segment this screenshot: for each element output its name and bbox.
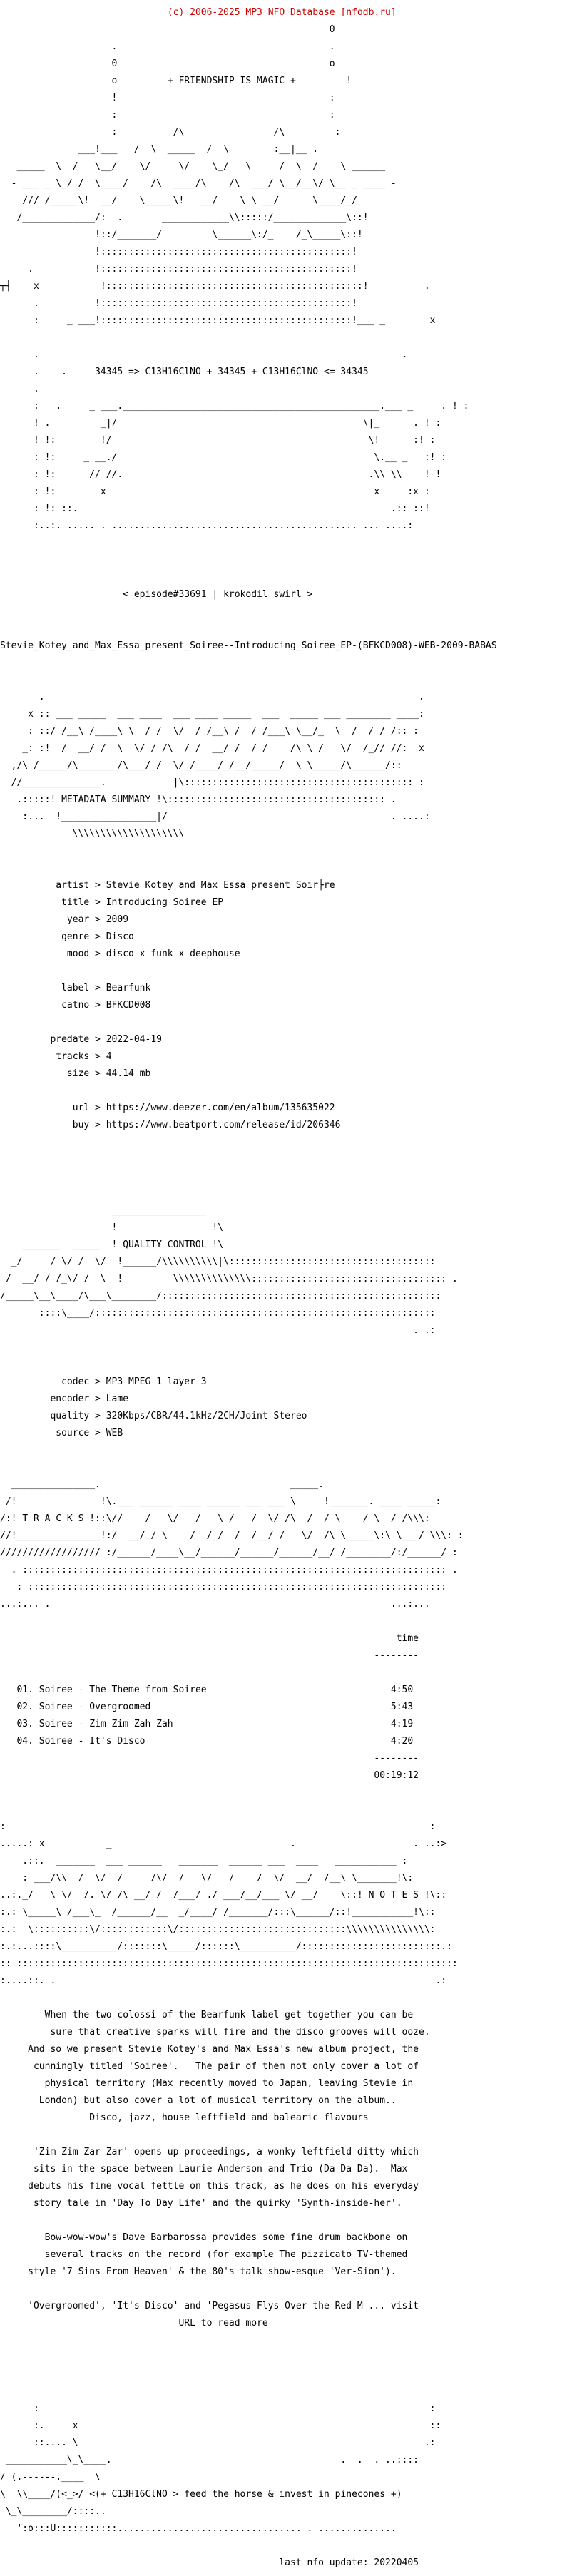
art-line xyxy=(0,2371,582,2379)
art-line xyxy=(0,2285,582,2294)
art-line xyxy=(0,864,582,873)
art-line xyxy=(0,1617,582,1626)
notes-text: When the two colossi of the Bearfunk label get together you can be xyxy=(44,2010,414,2020)
art-line: ::::\____/::::::::::::::::::::::::::::::::::::::::::::::::::::::::::::: xyxy=(0,1308,436,1319)
notes-line xyxy=(0,2114,582,2122)
section-header-quality: _______ _____ ! QUALITY CONTROL !\ xyxy=(0,1240,224,1250)
genre-value: Disco xyxy=(106,931,134,942)
notes-line xyxy=(0,2234,582,2242)
notes-line xyxy=(0,2063,582,2071)
notes-line xyxy=(0,2268,582,2276)
art-line xyxy=(0,625,582,633)
notes-line xyxy=(0,2319,582,2328)
art-line: /_____\__\____/\___\________/:::::::::::::::::::::::::::::::::::::::::::::::::: xyxy=(0,1291,441,1302)
meta-row-predate: predate > 2022-04-19 xyxy=(0,1034,162,1045)
art-line: . xyxy=(0,384,39,394)
art-line: :.:...::::\__________/:::::::\_____/::::::\__________/:::::::::::::::::::::::::.: xyxy=(0,1941,452,1952)
meta-row-tracks: tracks > 4 xyxy=(0,1051,112,1062)
notes-text: 'Overgroomed', 'It's Disco' and 'Pegasus Flys Over the Red M ... visit xyxy=(28,2301,419,2311)
art-line: 0 xyxy=(0,24,335,35)
formula-line: . . 34345 => C13H16ClNO + 34345 + C13H16ClNO <= 34345 xyxy=(0,367,369,377)
tracks-total-line xyxy=(0,1772,582,1780)
notes-line xyxy=(0,2165,582,2174)
notes-text: style '7 Sins From Heaven' & the 80's talk show-esque 'Ver-Sion'). xyxy=(28,2266,397,2277)
catno-value: BFKCD008 xyxy=(106,1000,151,1011)
title-value: Introducing Soiree EP xyxy=(106,897,224,908)
art-line xyxy=(0,1087,582,1095)
art-line xyxy=(0,1172,582,1181)
footer-update-line xyxy=(0,2559,582,2567)
notes-line xyxy=(0,2302,582,2311)
art-line xyxy=(0,2542,582,2550)
track-time: 4:50 xyxy=(390,1685,414,1695)
art-line xyxy=(0,1344,582,1352)
label-value: Bearfunk xyxy=(106,983,151,993)
art-line: : _ ___!:::::::::::::::::::::::::::::::::::::::::::::!___ _ x xyxy=(0,315,436,326)
notes-text: sure that creative sparks will fire and the disco grooves will ooze. xyxy=(50,2027,430,2038)
art-line: : ::/ /__\ /____\ \ / / \/ / /__\ / / /___\ \__/_ \ / / / /:: : xyxy=(0,726,419,737)
art-line: !:::::::::::::::::::::::::::::::::::::::::::::! xyxy=(0,247,357,257)
codec-value: MP3 MPEG 1 layer 3 xyxy=(106,1376,207,1387)
art-line: . . xyxy=(0,349,408,360)
art-line: . !:::::::::::::::::::::::::::::::::::::::::::::! xyxy=(0,298,357,309)
notes-line xyxy=(0,2028,582,2037)
meta-row-mood: mood > disco x funk x deephouse xyxy=(0,949,240,959)
footer-motto-line: \ \\____/(<_>/ <(+ C13H16ClNO > feed the horse & invest in pinecones +) xyxy=(0,2489,402,2500)
art-line: : !: ::. .:: ::! xyxy=(0,504,430,514)
track-number: 04. xyxy=(16,1736,34,1747)
time-column-header: time xyxy=(396,1633,419,1644)
art-line: ,/\ /_____/\_______/\___/_/ \/_/____/_/__/_____/ \_\_____/\______/:: xyxy=(0,760,402,771)
notes-text: physical territory (Max recently moved to Japan, leaving Stevie in xyxy=(44,2078,414,2089)
art-line: . . xyxy=(0,692,424,702)
track-number: 02. xyxy=(16,1702,34,1712)
footer-motto: <(+ C13H16ClNO > feed the horse & invest in pinecones +) xyxy=(89,2489,402,2500)
section-title-quality: QUALITY CONTROL xyxy=(123,1240,207,1250)
track-title: Soiree - It's Disco xyxy=(39,1736,146,1747)
art-line: : !: x x :x : xyxy=(0,486,430,497)
meta-row-catno: catno > BFKCD008 xyxy=(0,1000,151,1011)
art-line: : . _ ___.______________________________________________.___ _ . ! : xyxy=(0,401,469,412)
notes-text: Disco, jazz, house leftfield and balearic flavours xyxy=(89,2112,369,2123)
tagline: + FRIENDSHIP IS MAGIC + xyxy=(167,76,296,86)
meta-row-genre: genre > Disco xyxy=(0,931,134,942)
meta-row-artist: artist > Stevie Kotey and Max Essa present Soir├re xyxy=(0,880,335,891)
art-line xyxy=(0,608,582,616)
notes-line xyxy=(0,2097,582,2105)
size-value: 44.14 mb xyxy=(106,1068,151,1079)
notes-text: debuts his fine vocal fettle on this track, as he does on his everyday xyxy=(28,2181,419,2192)
art-line: _____ \ / \__/ \/ \/ \_/ \ / \ / \ ______ xyxy=(0,161,386,172)
artist-value: Stevie Kotey and Max Essa present Soir├re xyxy=(106,880,335,891)
art-line: ':o:::U:::::::::::................................. . .............. xyxy=(0,2523,397,2534)
art-line xyxy=(0,1190,582,1198)
notes-line xyxy=(0,2199,582,2208)
art-line: : /\ /\ : xyxy=(0,127,341,138)
meta-row-url: url > https://www.deezer.com/en/album/135635022 xyxy=(0,1103,335,1113)
art-line: /_____________/: . ____________\\:::::/_____________\::! xyxy=(0,213,369,223)
art-line: ...:... . ...:... xyxy=(0,1599,430,1610)
art-line xyxy=(0,1361,582,1369)
notes-line xyxy=(0,2080,582,2088)
notes-text: 'Zim Zim Zar Zar' opens up proceedings, a wonky leftfield ditty which xyxy=(33,2147,419,2157)
art-line: x :: ___ _____ ___ ____ ___ ____ _____ ___ _____ ___ ________ ____: xyxy=(0,709,424,720)
art-line: :.: \_____\ /___\_ /______/__ _/____/ /_______/:::\______/::!___________!\:: xyxy=(0,1907,436,1918)
section-header-metadata: .:::::! METADATA SUMMARY !\::::::::::::::::::::::::::::::::::::::: . xyxy=(0,794,397,805)
track-row xyxy=(0,1686,582,1695)
track-number: 01. xyxy=(16,1685,34,1695)
tracks-time-header-line xyxy=(0,1635,582,1643)
art-line: : ___/\\ / \/ / /\/ / \/ / / \/ __/ /__\ \_______!\: xyxy=(0,1873,414,1884)
section-title-notes: N O T E S xyxy=(368,1890,419,1901)
quality-row-codec: codec > MP3 MPEG 1 layer 3 xyxy=(0,1376,207,1387)
art-line: .....: x _ . . ..:> xyxy=(0,1839,447,1849)
notes-line xyxy=(0,2251,582,2259)
year-value: 2009 xyxy=(106,914,129,925)
meta-row-label: label > Bearfunk xyxy=(0,983,151,993)
banner-line xyxy=(0,9,582,17)
art-line: ___!___ / \ _____ / \ :__|__ . xyxy=(0,144,319,155)
track-time: 4:19 xyxy=(390,1719,414,1729)
art-line: -------- xyxy=(0,1650,419,1661)
meta-row-size: size > 44.14 mb xyxy=(0,1068,151,1079)
art-line: . :::::::::::::::::::::::::::::::::::::::::::::::::::::::::::::::::::::::::::: . xyxy=(0,1565,458,1575)
art-line xyxy=(0,2353,582,2362)
meta-row-buy: buy > https://www.beatport.com/release/id/206346 xyxy=(0,1120,341,1130)
release-name-line xyxy=(0,642,582,650)
tracks-value: 4 xyxy=(106,1051,112,1062)
art-line: ┬┤ x !::::::::::::::::::::::::::::::::::::::::::::::! . xyxy=(0,281,430,292)
art-line xyxy=(0,1806,582,1814)
art-line: /// /_____\! __/ \_____\! __/ \ \ __/ \____/_/ xyxy=(0,195,357,206)
art-line: ! !: !/ \! :! : xyxy=(0,435,436,446)
art-line xyxy=(0,334,582,342)
quality-value: 320Kbps/CBR/44.1kHz/2CH/Joint Stereo xyxy=(106,1411,307,1421)
meta-row-year: year > 2009 xyxy=(0,914,129,925)
art-line: _________________ xyxy=(0,1205,207,1216)
art-line xyxy=(0,1789,582,1797)
art-line: :... !_________________|/ . ....: xyxy=(0,812,430,822)
track-row xyxy=(0,1720,582,1729)
art-line xyxy=(0,2336,582,2345)
art-line: _/ / \/ / \/ !______/\\\\\\\\\\|\::::::::::::::::::::::::::::::::::::: xyxy=(0,1257,436,1267)
track-number: 03. xyxy=(16,1719,34,1729)
art-line: : : xyxy=(0,2403,436,2414)
art-line: o + FRIENDSHIP IS MAGIC + ! xyxy=(0,76,352,86)
last-update: last nfo update: 20220405 xyxy=(279,2557,419,2568)
track-row xyxy=(0,1737,582,1746)
art-line: :: ::::::::::::::::::::::::::::::::::::::::::::::::::::::::::::::::::::::::::::::: xyxy=(0,1958,458,1969)
beatport-buy-link[interactable]: https://www.beatport.com/release/id/206346 xyxy=(106,1120,341,1130)
art-line: ___________\_\____. . . . ..:::: xyxy=(0,2455,419,2465)
mood-value: disco x funk x deephouse xyxy=(106,949,240,959)
art-line xyxy=(0,556,582,565)
section-header-notes: ..:._/ \ \/ /. \/ /\ __/ / /___/ ./ ___/__/___ \/ __/ \::! N O T E S !\:: xyxy=(0,1890,447,1901)
track-title: Soiree - The Theme from Soiree xyxy=(39,1685,207,1695)
art-line xyxy=(0,847,582,856)
art-line: ! !\ xyxy=(0,1222,224,1233)
art-line: ! . _|/ \|_ . ! : xyxy=(0,418,441,429)
notes-text: story tale in 'Day To Day Life' and the quirky 'Synth-inside-her'. xyxy=(33,2198,402,2209)
notes-line xyxy=(0,2148,582,2157)
art-line xyxy=(0,539,582,548)
art-line: \_\________/::::.. xyxy=(0,2506,106,2517)
art-line: : !: // //. .\\ \\ ! ! xyxy=(0,469,441,480)
nfodb-banner-link[interactable]: (c) 2006-2025 MP3 NFO Database [nfodb.ru] xyxy=(167,7,397,18)
art-line: : : xyxy=(0,1821,436,1832)
art-line: 0 o xyxy=(0,58,335,69)
section-title-tracks: T R A C K S xyxy=(22,1513,84,1524)
art-line: :. x :: xyxy=(0,2421,441,2431)
art-line: : ::::::::::::::::::::::::::::::::::::::::::::::::::::::::::::::::::::::::::: xyxy=(0,1582,452,1593)
notes-line xyxy=(0,2011,582,2020)
art-line: ::.... \ .: xyxy=(0,2438,436,2448)
art-line: -------- xyxy=(0,1753,419,1764)
art-line: :....::. . .: xyxy=(0,1976,447,1986)
art-line: ////////////////// :/______/____\__/______/______/______/__/ /________/:/______/ : xyxy=(0,1548,458,1558)
art-line: :..:. ..... . ............................................ ... ....: xyxy=(0,521,414,531)
art-line xyxy=(0,659,582,668)
notes-text: cunningly titled 'Soiree'. The pair of them not only cover a lot of xyxy=(33,2061,419,2072)
notes-line xyxy=(0,2182,582,2191)
art-line: :.: \::::::::::\/::::::::::::\/::::::::::::::::::::::::::::::\\\\\\\\\\\\\\\: xyxy=(0,1924,436,1935)
notes-text: Bow-wow-wow's Dave Barbarossa provides some fine drum backbone on xyxy=(44,2232,408,2243)
art-line: !::/_______/ \______\:/_ /_\_____\::! xyxy=(0,230,363,240)
art-line: . .: xyxy=(0,1325,436,1336)
art-line xyxy=(0,1669,582,1677)
notes-line xyxy=(0,2045,582,2054)
source-value: WEB xyxy=(106,1428,123,1438)
notes-text: London) but also cover a lot of musical territory on the album.. xyxy=(39,2095,397,2106)
release-name: Stevie_Kotey_and_Max_Essa_present_Soiree--Introducing_Soiree_EP-(BFKCD008)-WEB-2009-BABAS xyxy=(0,640,497,651)
quality-row-quality: quality > 320Kbps/CBR/44.1kHz/2CH/Joint Stereo xyxy=(0,1411,307,1421)
episode-line xyxy=(0,591,582,599)
art-line: \\\\\\\\\\\\\\\\\\\\ xyxy=(0,829,185,839)
art-line xyxy=(0,1994,582,2003)
art-line xyxy=(0,2217,582,2225)
quality-row-source: source > WEB xyxy=(0,1428,123,1438)
art-line xyxy=(0,676,582,685)
deezer-url-link[interactable]: https://www.deezer.com/en/album/135635022 xyxy=(106,1103,335,1113)
art-line: / __/ / /_\/ / \ ! \\\\\\\\\\\\\\::::::::::::::::::::::::::::::::::: . xyxy=(0,1274,458,1284)
art-line xyxy=(0,2131,582,2140)
art-line: - ___ _ \_/ / \____/ /\ ____/\ /\ ___/ \__/__\/ \__ _ ____ - xyxy=(0,178,397,189)
track-time: 4:20 xyxy=(390,1736,414,1747)
notes-text: And so we present Stevie Kotey's and Max Essa's new album project, the xyxy=(28,2044,419,2055)
track-title: Soiree - Zim Zim Zah Zah xyxy=(39,1719,173,1729)
art-line xyxy=(0,1138,582,1147)
art-line: .::. _______ ___ ______ _______ ______ ___ ____ ___________ : xyxy=(0,1856,408,1866)
quality-row-encoder: encoder > Lame xyxy=(0,1394,129,1404)
notes-text: sits in the space between Laurie Anderson and Trio (Da Da Da). Max xyxy=(33,2164,408,2174)
art-line xyxy=(0,1018,582,1027)
art-line: . !:::::::::::::::::::::::::::::::::::::::::::::! xyxy=(0,264,357,275)
art-line xyxy=(0,2388,582,2396)
art-line: : !: _ __./ \.__ _ :! : xyxy=(0,452,447,463)
track-row xyxy=(0,1703,582,1712)
section-title-metadata: METADATA SUMMARY xyxy=(61,794,151,805)
art-line: ! : xyxy=(0,93,335,103)
predate-value: 2022-04-19 xyxy=(106,1034,162,1045)
art-line: / (.------.____ \ xyxy=(0,2472,101,2483)
art-line: _______________. _____. xyxy=(0,1479,324,1490)
art-line xyxy=(0,1446,582,1455)
tracks-total-time: 00:19:12 xyxy=(374,1770,419,1781)
section-header-tracks: /:! T R A C K S !::\// / \/ / \ / / \/ /\ / / \ / \ / /\\\: xyxy=(0,1513,430,1524)
notes-text: several tracks on the record (for example The pizzicato TV-themed xyxy=(44,2249,408,2260)
art-line: /! !\.___ ______ ____ ______ ___ ___ \ !_______. ____ _____: xyxy=(0,1496,441,1507)
notes-text: URL to read more xyxy=(178,2318,268,2329)
encoder-value: Lame xyxy=(106,1394,129,1404)
art-line: _: :! / __/ / \ \/ / /\ / / __/ / / / /\ \ / \/ /_// //: x xyxy=(0,743,424,754)
episode-label: < episode#33691 | krokodil swirl > xyxy=(123,589,313,600)
art-line xyxy=(0,1463,582,1472)
track-time: 5:43 xyxy=(390,1702,414,1712)
track-title: Soiree - Overgroomed xyxy=(39,1702,151,1712)
art-line xyxy=(0,573,582,582)
art-line: //______________. |\::::::::::::::::::::::::::::::::::::::::: : xyxy=(0,777,424,788)
art-line: . . xyxy=(0,41,335,52)
art-line: //!_______________!:/ __/ / \ / /_/ / /__/ / \/ /\ \_____\:\ \___/ \\\: : xyxy=(0,1530,464,1541)
art-line: : : xyxy=(0,110,335,121)
art-line xyxy=(0,1155,582,1164)
formula: 34345 => C13H16ClNO + 34345 + C13H16ClNO <= 34345 xyxy=(95,367,369,377)
art-line xyxy=(0,967,582,976)
meta-row-title: title > Introducing Soiree EP xyxy=(0,897,224,908)
